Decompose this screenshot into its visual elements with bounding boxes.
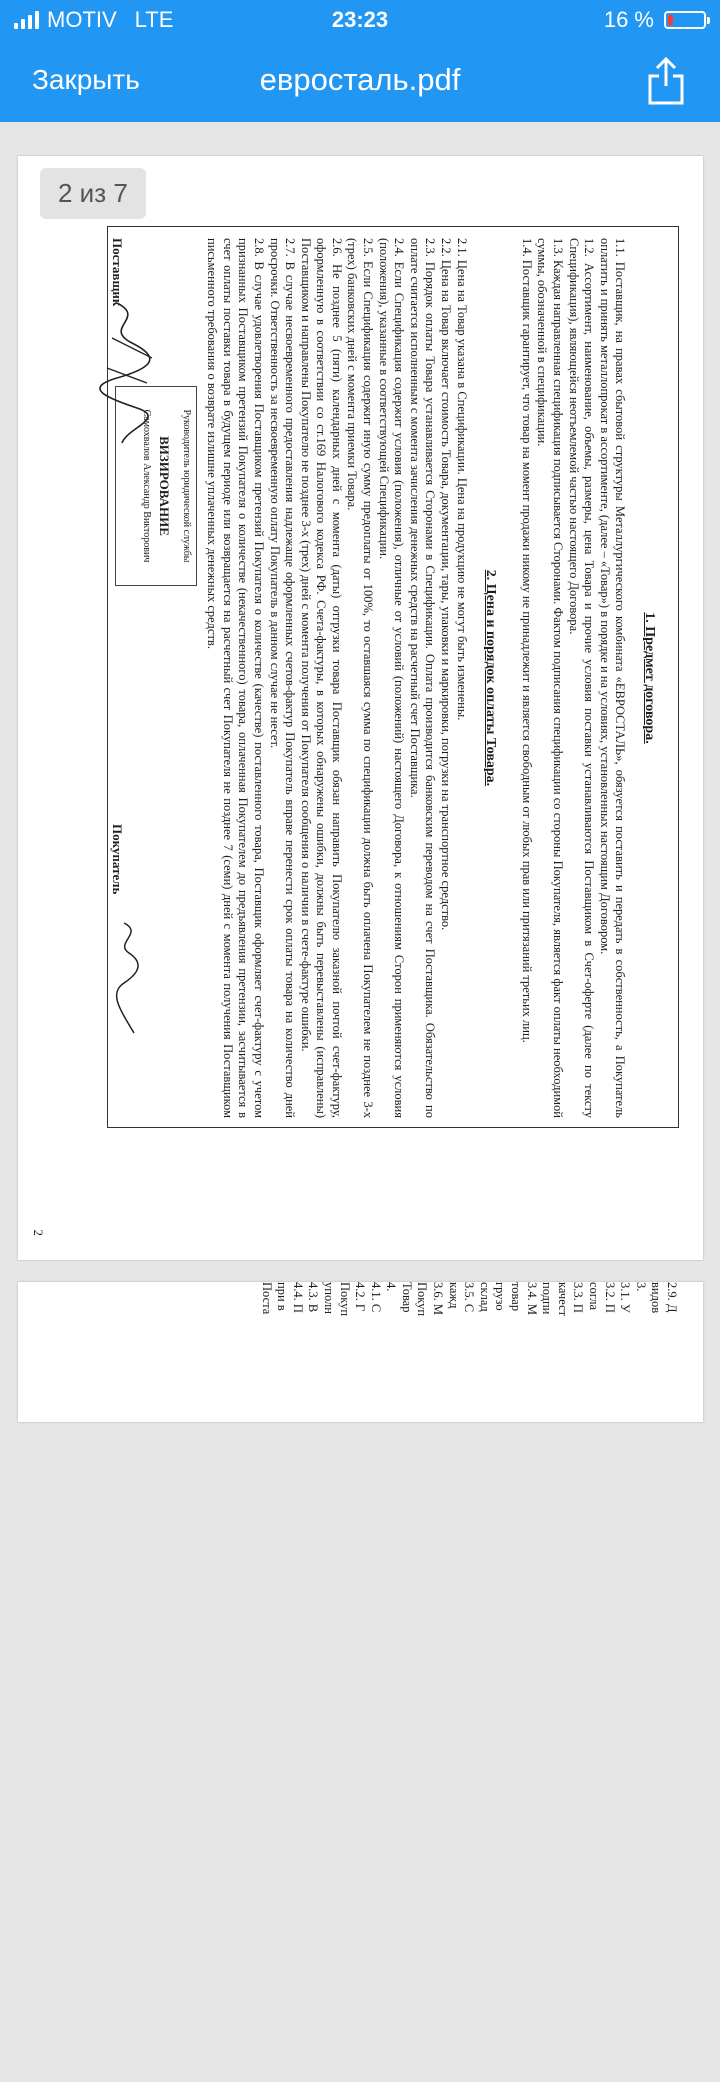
- next-page-line: качест: [555, 1282, 570, 1317]
- paragraph: 1.4. Поставщик гарантирует, что товар на момент продажи никому не принадлежит и является свободным от любых прав или притязаний третьих лиц.: [519, 238, 534, 1043]
- stamp-line: Руководитель юридической службы: [181, 409, 192, 563]
- section-heading: 1. Предмет договора.: [642, 612, 657, 744]
- paragraph: 1.1. Поставщик, на правах сбытовой структуры Металлургического комбината «ЕВРОСТАЛЬ», обязуется поставить и передать в собственность, а Покупатель оплатить и принять металлопрокат в ассортименте, (далее – «Товар») в порядке и на условиях, установленных настоящим Договором.: [597, 238, 628, 1118]
- next-page-line: уполн: [321, 1282, 336, 1314]
- navigation-bar: [0, 40, 720, 122]
- next-page-line: Покуп: [415, 1282, 430, 1317]
- carrier-name: MOTIV: [47, 7, 117, 32]
- paragraph: 2.3. Порядок оплаты Товара устанавливается Сторонами в Спецификации. Оплата производится банковским переводом на счет Поставщика. Обязательство по оплате считается исполненным с момента зачисления денежных средств на расчетный счет Поставщика.: [407, 238, 438, 1118]
- page-counter: 2 из 7: [40, 168, 146, 219]
- rotated-page-content: [18, 156, 703, 1260]
- next-page-line: склад: [477, 1282, 492, 1312]
- battery-icon: [664, 11, 706, 29]
- buyer-label: Покупатель: [110, 824, 125, 895]
- share-icon[interactable]: [646, 56, 686, 106]
- next-page-line: 4.2. Г: [353, 1282, 368, 1312]
- next-page-line: грузо: [493, 1282, 508, 1311]
- next-page-line: 3.2. П: [602, 1282, 617, 1313]
- next-page-line: подпи: [540, 1282, 555, 1315]
- next-page-line: при в: [275, 1282, 290, 1311]
- paragraph: 2.4. Если Спецификация содержит условия (положения), отличные от условий (положений) настоящего Договора, к отношениям Сторон применяются условия (положения), указанные в соответствующей Спецификации.: [376, 238, 407, 1118]
- next-page-line: Поста: [259, 1282, 274, 1315]
- next-page-line: 3.3. П: [571, 1282, 586, 1313]
- next-page-line: 3.1. У: [618, 1282, 633, 1313]
- paragraph: 2.6. Не позднее 5 (пяти) календарных дней с момента (даты) отгрузки товара Поставщик обязан направить Покупателю заказной почтой счет-фактуру, оформленную в соответствии со ст.169 Налогового кодекса РФ. Счета-фактуры, в которых обнаружены ошибки, должны быть перевыставлены (исправлены) Поставщиком и направлены Покупателю не позднее 3-х (трех) дней с момента получения от Покупателя сообщения о наличии в счете-фактуре ошибки.: [298, 238, 344, 1118]
- document-title: евросталь.pdf: [259, 62, 461, 97]
- battery-percent: 16 %: [603, 7, 654, 32]
- pdf-viewer[interactable]: [0, 122, 720, 1317]
- next-page-line: Покуп: [337, 1282, 352, 1317]
- stamp-title: ВИЗИРОВАНИЕ: [157, 436, 172, 536]
- next-page-line: 4.: [384, 1282, 399, 1292]
- next-page-line: видов: [649, 1282, 664, 1314]
- rotated-page-content: [18, 1282, 703, 2082]
- next-page-text: [258, 1282, 679, 1442]
- page-number: 2: [31, 1229, 46, 1236]
- next-page-line: согла: [587, 1282, 602, 1311]
- paragraph: 2.5. Если Спецификация содержит иную сумму предоплаты от 100%, то оставшаяся сумма по спецификации должна быть оплачена Покупателем не позднее 3-х (трех) банковских дней с момента приемки Товара.: [345, 238, 376, 1118]
- next-page-line: 4.3. В: [306, 1282, 321, 1313]
- paragraph: 2.1. Цена на Товар указана в Спецификации. Цена на продукцию не могут быть изменены.: [454, 238, 469, 721]
- paragraph: 2.2. Цена на Товар включает стоимость Товара, документации, тары, упаковки и маркировки, погрузки на транспортное средство.: [439, 238, 454, 931]
- clock: 23:23: [331, 7, 389, 32]
- pdf-page: [18, 156, 703, 1260]
- section-heading: 2. Цена и порядок оплаты Товара.: [483, 569, 499, 787]
- next-page-line: Товар: [399, 1282, 414, 1313]
- pdf-page-next: [18, 1282, 703, 1422]
- next-page-line: товар: [509, 1282, 524, 1312]
- supplier-signature: [97, 298, 157, 448]
- buyer-signature: [109, 918, 149, 1038]
- next-page-line: 2.9. Д: [665, 1282, 679, 1313]
- next-page-line: 3.4. М: [524, 1282, 539, 1315]
- next-page-line: 3.6. М: [431, 1282, 446, 1315]
- paragraph: 2.7. В случае несвоевременного предоставления надлежаще оформленных счетов-фактур Покупатель вправе перенести срок оплаты товара на количество дней просрочки. Ответственность за несвоевременную оплату Покупатель в данном случае не несет.: [267, 238, 298, 1118]
- status-bar: [0, 0, 720, 40]
- supplier-label: Поставщик: [110, 238, 125, 307]
- battery-fill: [668, 15, 673, 25]
- paragraph: 1.2. Ассортимент, наименование, объемы, размеры, цена Товара и прочие условия поставки устанавливаются Поставщиком в Счет-оферте (далее по тексту Спецификация), являющейся неотъемлемой частью настоящего Договора.: [566, 238, 597, 1118]
- network-type: LTE: [134, 7, 174, 32]
- close-button[interactable]: Закрыть: [32, 64, 140, 95]
- next-page-line: 4.1. С: [368, 1282, 383, 1313]
- next-page-line: 4.4. П: [290, 1282, 305, 1313]
- next-page-line: 3.5. С: [462, 1282, 477, 1313]
- paragraph: 1.3. Каждая направленная спецификация подписывается Сторонами. Фактом подписания спецификации со стороны Покупателя, является факт оплаты необходимой суммы, обозначенной в спецификации.: [535, 238, 566, 1118]
- next-page-line: кажд: [446, 1282, 461, 1309]
- next-page-line: 3.: [633, 1282, 648, 1292]
- stamp-name: Самохвалов Александр Викторович: [141, 409, 152, 563]
- paragraph: 2.8. В случае удовлетворения Поставщиком претензий Покупателя о количестве (качестве) поставленного товара, Поставщик оформляет счет-фактуру с учетом признанных Поставщиком претензий Покупателя о количестве (некачественного) товара, оплаченная Покупателем до предъявления претензии, засчитывается в счет оплаты поставки товара в будущем периоде или возвращается на расчетный счет Покупателя не позднее 7 (семи) дней с момента получения Поставщиком письменного требования о возврате излишне уплаченных денежных средств.: [205, 238, 266, 1118]
- document-body: [204, 238, 663, 1118]
- battery-group: [604, 7, 706, 33]
